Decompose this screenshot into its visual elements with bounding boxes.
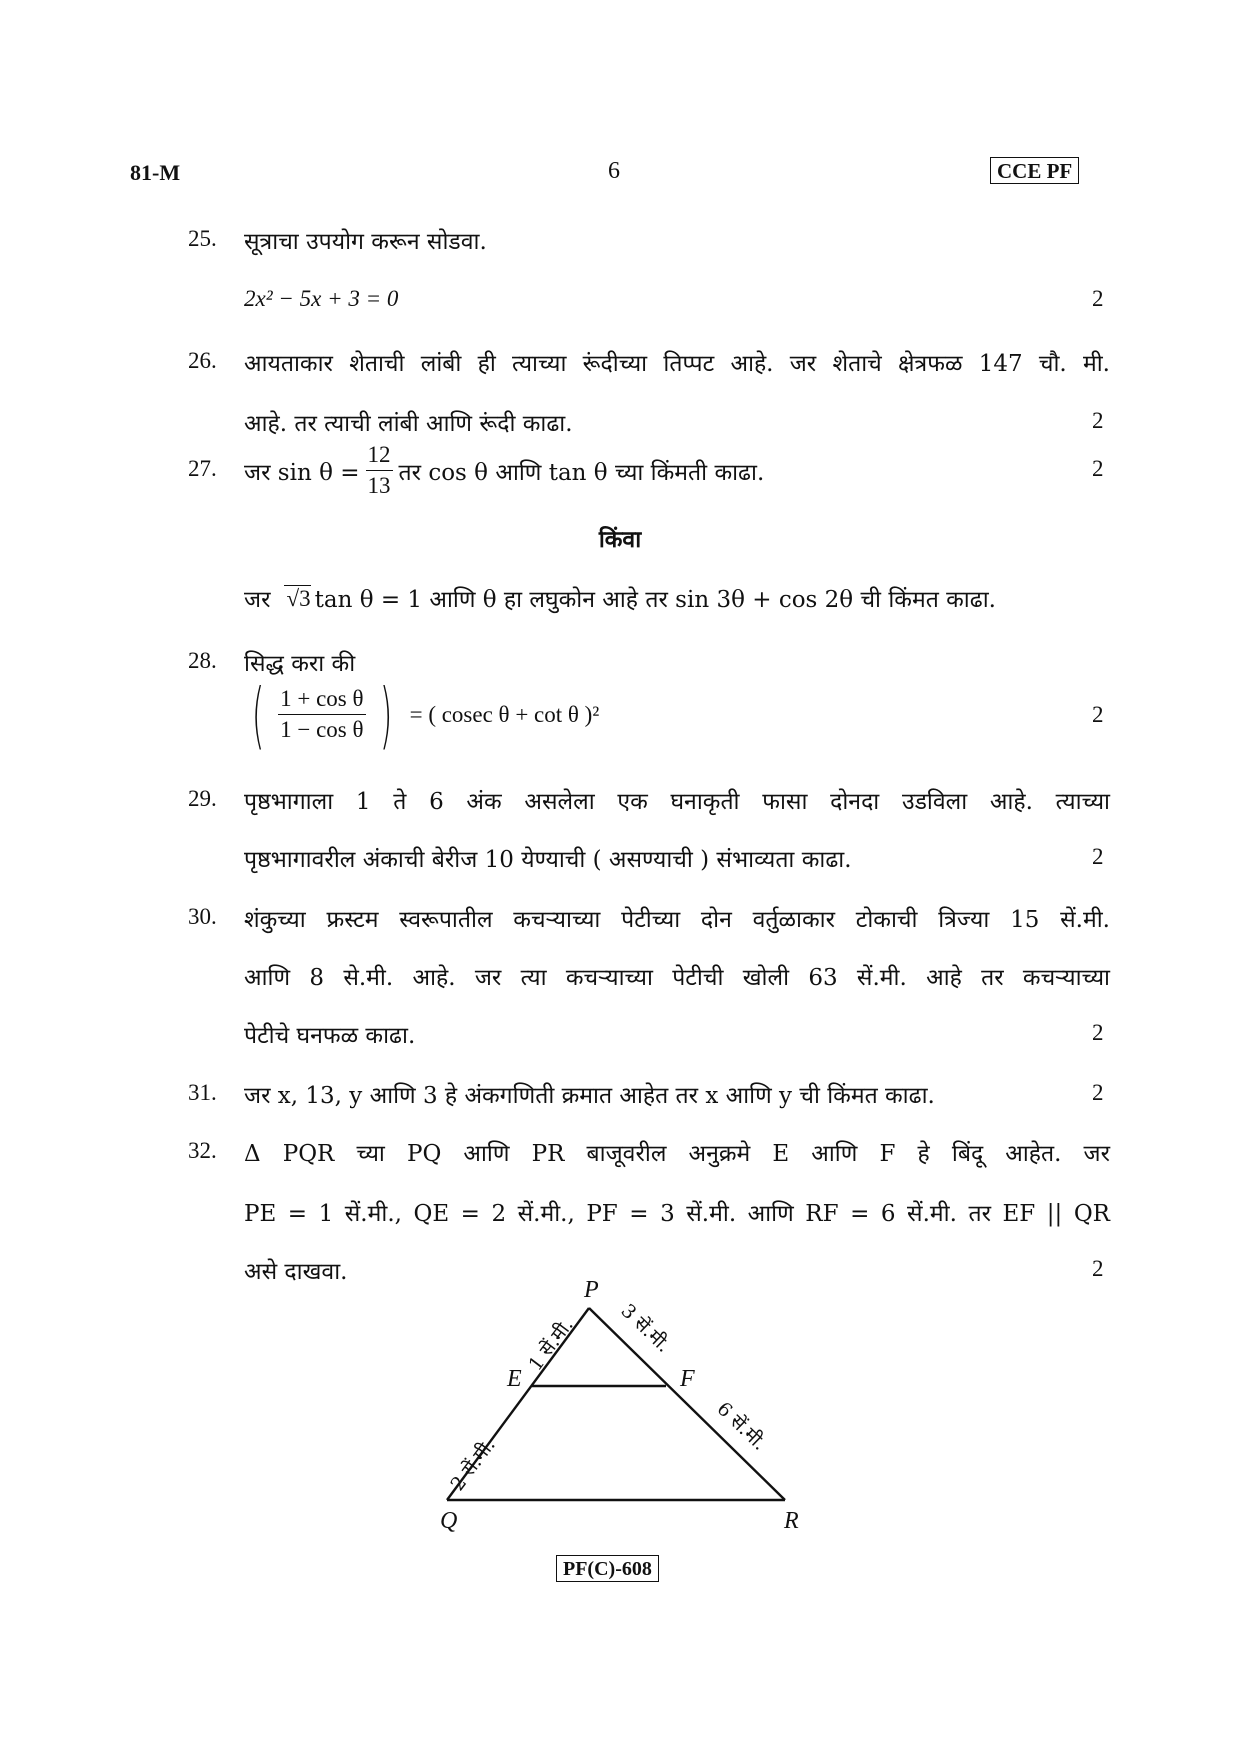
length-fr-label: 6 सें.मी. — [712, 1397, 771, 1455]
paper-code: 81-M — [130, 160, 181, 185]
question-text: पेटीचे घनफळ काढा. — [244, 1023, 416, 1049]
numerator: 12 — [366, 440, 393, 471]
vertex-p-label: P — [584, 1277, 599, 1303]
denominator: 13 — [367, 473, 391, 498]
question-text: शंकुच्या फ्रस्टम स्वरूपातील कचऱ्याच्या पेटीच्या दोन वर्तुळाकार टोकाची त्रिज्या 15 सें.मी. — [244, 907, 1110, 933]
point-f-label: F — [680, 1366, 695, 1392]
question-text: आयताकार शेताची लांबी ही त्याच्या रूंदीच्या तिप्पट आहे. जर शेताचे क्षेत्रफळ 147 चौ. मी. — [244, 351, 1110, 377]
question-number: 31. — [188, 1080, 217, 1105]
footer-code: PF(C)-608 — [556, 1555, 659, 1582]
question-text: PE = 1 सें.मी., QE = 2 सें.मी., PF = 3 सें.मी. आणि RF = 6 सें.मी. तर EF || QR — [244, 1201, 1110, 1227]
question-number: 29. — [188, 786, 217, 811]
marks: 2 — [1092, 844, 1104, 869]
marks: 2 — [1092, 1256, 1104, 1281]
question-number: 30. — [188, 904, 217, 929]
marks: 2 — [1092, 1080, 1104, 1105]
equation: 2x² − 5x + 3 = 0 — [244, 286, 399, 311]
question-number: 26. — [188, 348, 217, 373]
question-number: 25. — [188, 226, 217, 251]
question-text: आहे. तर त्याची लांबी आणि रूंदी काढा. — [244, 411, 573, 437]
vertex-q-label: Q — [440, 1508, 458, 1534]
right-paren: ) — [379, 672, 392, 757]
question-text: जर x, 13, y आणि 3 हे अंकगणिती क्रमात आहेत तर x आणि y ची किंमत काढा. — [244, 1083, 935, 1109]
question-text: असे दाखवा. — [244, 1259, 348, 1285]
identity-rhs: = ( cosec θ + cot θ )² — [409, 701, 600, 727]
point-e-label: E — [507, 1366, 522, 1392]
page-number: 6 — [608, 158, 620, 184]
alt-prefix: जर — [244, 587, 271, 613]
vertex-r-label: R — [784, 1508, 799, 1534]
question-text: सूत्राचा उपयोग करून सोडवा. — [244, 229, 487, 255]
question-number: 32. — [188, 1138, 217, 1163]
marks: 2 — [1092, 408, 1104, 433]
marks: 2 — [1092, 702, 1104, 727]
length-eq-label: 2 सें.मी. — [446, 1434, 500, 1496]
left-paren: ( — [251, 672, 265, 757]
question-text: पृष्ठभागावरील अंकाची बेरीज 10 येण्याची ( असण्याची ) संभाव्यता काढा. — [244, 847, 852, 873]
series-box: CCE PF — [990, 157, 1079, 184]
question-number: 27. — [188, 456, 217, 481]
sqrt-three: √3 — [286, 585, 311, 611]
or-heading: किंवा — [598, 526, 642, 553]
question-text: पृष्ठभागाला 1 ते 6 अंक असलेला एक घनाकृती फासा दोनदा उडविला आहे. त्याच्या — [244, 789, 1110, 815]
question-text: Δ PQR च्या PQ आणि PR बाजूवरील अनुक्रमे E आणि F हे बिंदू आहेत. जर — [244, 1141, 1110, 1167]
marks: 2 — [1092, 286, 1104, 311]
question-text: सिद्ध करा की — [244, 651, 356, 677]
denominator: 1 − cos θ — [280, 717, 364, 742]
marks: 2 — [1092, 1020, 1104, 1045]
alt-rest: tan θ = 1 आणि θ हा लघुकोन आहे तर sin 3θ + cos 2θ ची किंमत काढा. — [314, 587, 996, 613]
marks: 2 — [1092, 456, 1104, 481]
question-number: 28. — [188, 648, 217, 673]
side-pr — [589, 1308, 785, 1500]
question-suffix: तर cos θ आणि tan θ च्या किंमती काढा. — [398, 459, 765, 486]
length-pe-label: 1 सें.मी. — [524, 1314, 578, 1376]
numerator: 1 + cos θ — [278, 684, 365, 715]
question-text: आणि 8 से.मी. आहे. जर त्या कचऱ्याच्या पेटीची खोली 63 सें.मी. आहे तर कचऱ्याच्या — [244, 965, 1110, 991]
length-pf-label: 3 सें.मी. — [616, 1299, 675, 1357]
question-prefix: जर sin θ = — [244, 459, 360, 486]
